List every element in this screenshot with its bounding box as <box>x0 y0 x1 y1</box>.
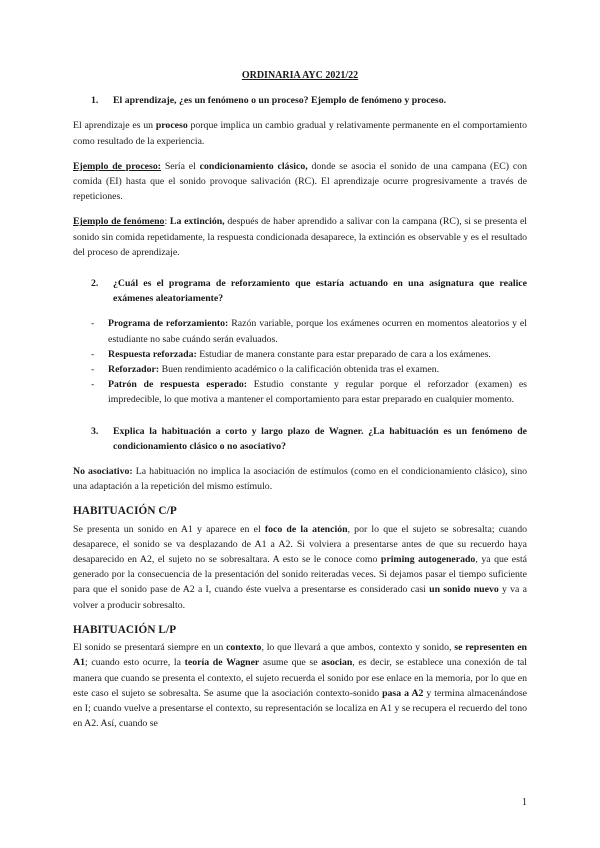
bold-run: contexto <box>226 642 262 654</box>
list-item <box>73 347 527 362</box>
paragraph-process <box>73 118 527 148</box>
text-run: La habituación no implica la asociación de estímulos (como en el condicionamiento clásico), sino una adaptación a la repetición del mismo estímulo. <box>73 466 528 493</box>
list-dash: - <box>91 318 95 330</box>
paragraph-phenomenon-example <box>73 214 527 260</box>
document-title: ORDINARIA AYC 2021/22 <box>241 70 359 81</box>
bold-run: No asociativo: <box>73 466 133 478</box>
question-text: ¿Cuál es el programa de reforzamiento que estaría actuando en una asignatura que realice exámenes aleatoriamente? <box>113 278 527 305</box>
bold-run: se representen en A1 <box>73 642 528 669</box>
bold-run: Patrón de respuesta esperado: <box>108 379 248 391</box>
page-number: 1 <box>522 797 527 808</box>
bold-run: Reforzador: <box>108 364 160 376</box>
list-item <box>73 316 527 346</box>
paragraph-non-associative <box>73 464 527 494</box>
text-run: Sería el <box>161 160 200 172</box>
list-item <box>73 377 527 407</box>
reinforcement-list <box>73 316 527 407</box>
text-run: Se presenta un sonido en A1 y aparece en el <box>73 523 265 535</box>
text-run: y termina almacenándose en I; cuando vuelve a presentarse el contexto, su representación se localiza en A1 y se recupera el recuerdo del tono en A2. Así, cuando se <box>73 687 527 730</box>
text-run: , lo que llevará a que ambos, contexto y sonido, <box>261 642 455 654</box>
text-run: donde se asocia el sonido de una campana (EC) con comida (EI) hasta que el sonido provoque salivación (RC). El aprendizaje ocurre progresivamente a través de repeticiones. <box>73 160 527 203</box>
bold-run: pasa a A2 <box>382 687 424 699</box>
question-3 <box>73 424 527 454</box>
text-run: asume que se <box>259 657 322 669</box>
bold-run: La extinción, <box>169 216 225 228</box>
bold-run: asocian <box>321 657 353 669</box>
list-item <box>73 362 527 377</box>
bold-run: un sonido nuevo <box>429 584 499 596</box>
text-run: Estudiar de manera constante para estar preparado de cara a los exámenes. <box>196 348 491 360</box>
bold-run: proceso <box>155 120 188 132</box>
text-run: : <box>164 216 170 228</box>
text-run: después de haber aprendido a salivar con la campana (RC), si se presenta el sonido sin comida repetidamente, la respuesta condicionada desaparece, la extinción es observable y es el resultado del proceso de aprendizaje. <box>73 216 528 258</box>
question-text: Explica la habituación a corto y largo plazo de Wagner. ¿La habituación es un fenómeno de condicionamiento clásico o no asociativo? <box>113 425 527 452</box>
list-item-text <box>108 347 527 362</box>
question-2 <box>73 276 527 306</box>
question-number: 3. <box>91 425 99 437</box>
list-item-text <box>108 377 527 407</box>
heading-long-term: HABITUACIÓN L/P <box>73 623 177 636</box>
bold-run: foco de la atención <box>264 523 348 535</box>
text-run: Buen rendimiento académico o la calificación obtenida tras el examen. <box>159 364 440 376</box>
underlined-label: Ejemplo de proceso: <box>73 160 161 172</box>
list-dash: - <box>91 348 95 360</box>
text-run: Estudio constante y regular porque el reforzador (examen) es impredecible, lo que motiva a mantener el comportamiento para estar preparado en cualquier momento. <box>108 379 527 406</box>
text-run: y va a volver a producir sobresalto. <box>73 584 527 611</box>
heading-short-term: HABITUACIÓN C/P <box>73 505 177 518</box>
bold-run: teoría de Wagner <box>184 657 260 669</box>
question-number: 2. <box>91 278 99 290</box>
bold-run: Respuesta reforzada: <box>108 348 197 360</box>
underlined-label: Ejemplo de fenómeno <box>73 216 165 228</box>
paragraph-short-term <box>73 522 527 613</box>
document-body <box>73 68 527 741</box>
text-run: , por lo que el sujeto se sobresalta; cuando desaparece, el sonido se va desplazando de A1 a A2. Si volviera a presentarse antes de que su recuerdo haya desaparecido en A2, el sujeto no se sobresaltara. A esto se le conoce como <box>73 523 527 566</box>
text-run: porque implica un cambio gradual y relativamente permanente en el comportamiento como resultado de la experiencia. <box>73 120 527 147</box>
text-run: , es decir, se establece una conexión de tal manera que cuando se presenta el contexto, el sujeto recuerda el sonido por ese enlace en la memoria, por lo que en este caso el sujeto se sobresalta. Se asume que la asociación contexto-sonido <box>73 657 527 699</box>
text-run: El sonido se presentará siempre en un <box>73 642 227 654</box>
question-1 <box>73 93 527 108</box>
bold-run: condicionamiento clásico, <box>199 160 308 172</box>
question-number: 1. <box>91 95 99 107</box>
bold-run: Programa de reforzamiento: <box>108 318 229 330</box>
bold-run: priming autogenerado <box>380 554 476 566</box>
question-text: El aprendizaje, ¿es un fenómeno o un proceso? Ejemplo de fenómeno y proceso. <box>113 95 447 107</box>
text-run: ; cuando esto ocurre, la <box>84 657 185 669</box>
list-dash: - <box>91 364 95 376</box>
list-item-text <box>108 316 527 346</box>
text-run: El aprendizaje es un <box>73 120 156 132</box>
list-dash: - <box>91 379 95 391</box>
list-item-text <box>108 362 527 377</box>
paragraph-long-term <box>73 640 527 731</box>
text-run: , ya que está generado por la consecuencia de la presentación del sonido reiteradas veces. Si dejamos pasar el tiempo suficiente para que el sonido pase de A2 a I, cuando éste vuelva a presentarse es considerado casi <box>73 554 528 596</box>
paragraph-process-example <box>73 159 527 205</box>
text-run: Razón variable, porque los exámenes ocurren en momentos aleatorios y el estudiante no sabe cuándo serán evaluados. <box>108 318 527 345</box>
